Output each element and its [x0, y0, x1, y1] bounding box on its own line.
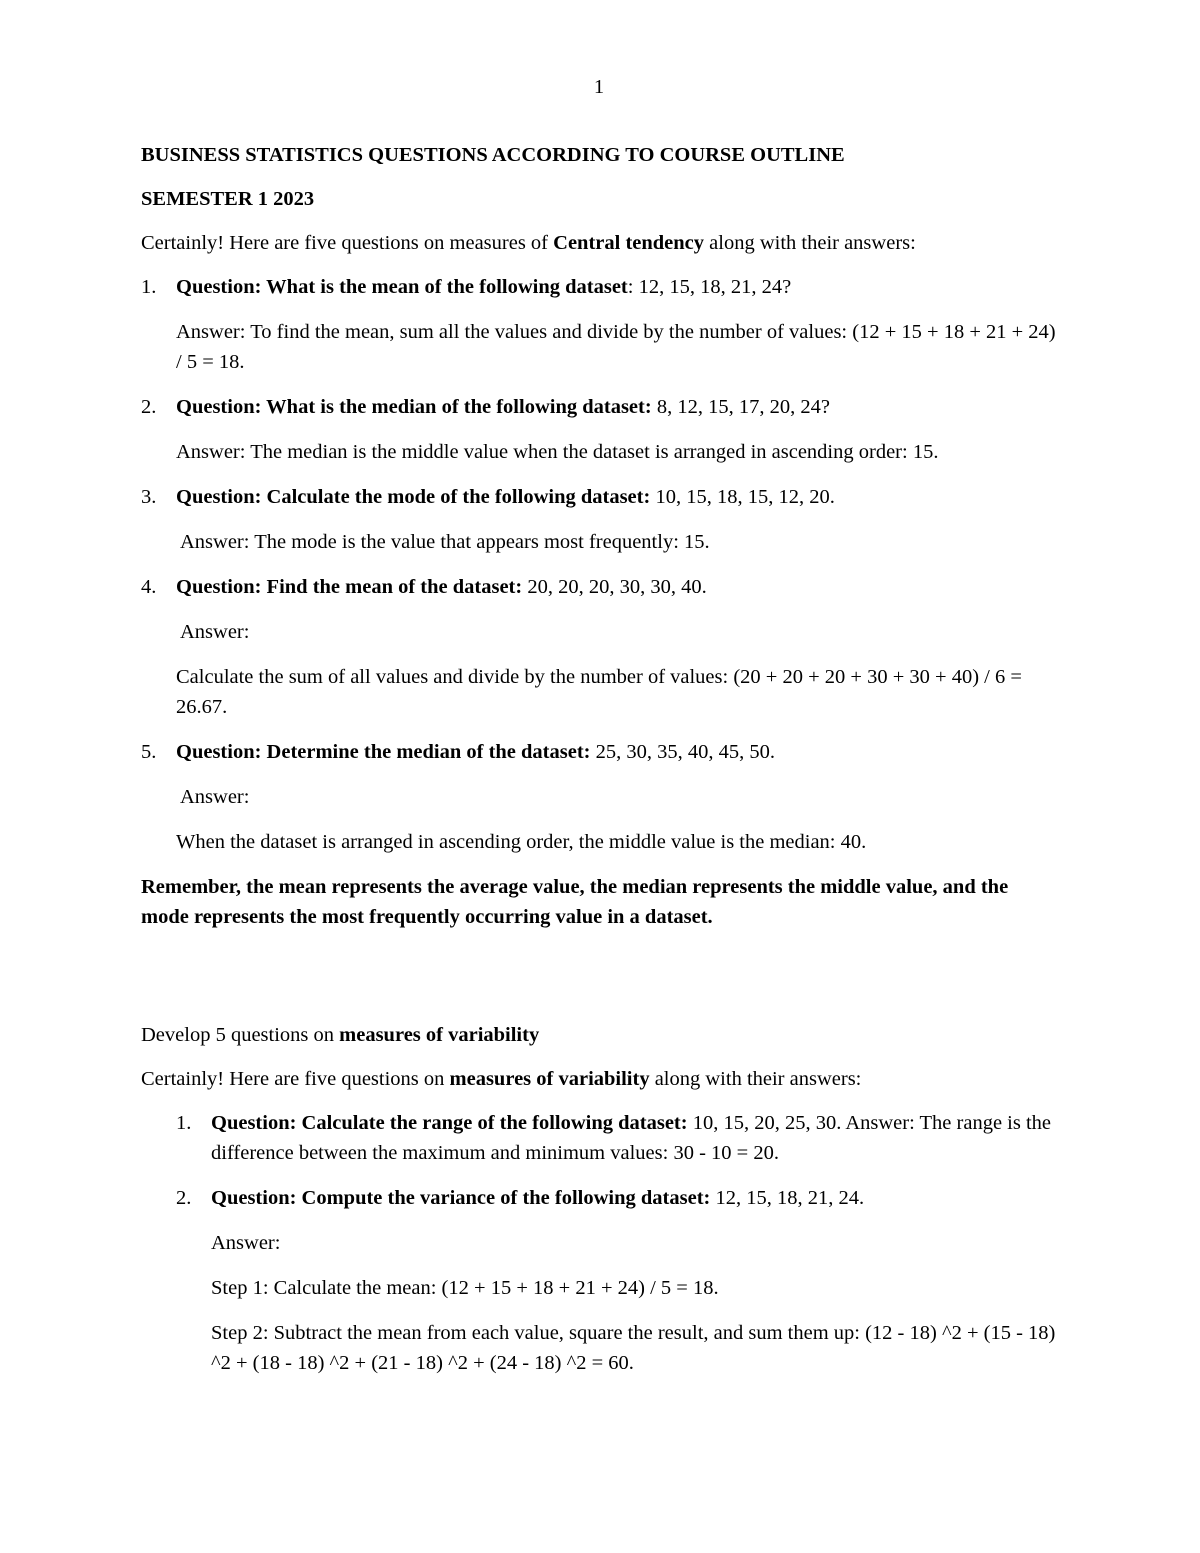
answer-label: Answer:: [211, 1232, 281, 1254]
question-text: Question: Calculate the mode of the following dataset: 10, 15, 18, 15, 12, 20.: [176, 486, 835, 508]
answer-text: Answer: The mode is the value that appears most frequently: 15.: [180, 531, 710, 553]
document-title: BUSINESS STATISTICS QUESTIONS ACCORDING TO COURSE OUTLINE: [141, 144, 845, 166]
answer-step-1: Step 1: Calculate the mean: (12 + 15 + 18 + 21 + 24) / 5 = 18.: [211, 1277, 719, 1299]
document-body: [141, 140, 1061, 1378]
answer-label: Answer:: [180, 786, 250, 808]
central-tendency-questions: [141, 272, 1061, 872]
page-number: 1: [593, 76, 605, 98]
question-item: 2. Question: Compute the variance of the following dataset: 12, 15, 18, 21, 24. Answer: Step 1: Calculate the mean: (12 + 15 + 18 + 21 + 24) / 5 = 18. Step 2: Subtract the mean from each value, square the result, and sum them up: (12 - 18) ^2 + (15 - 18) ^2 + (18 - 18) ^2 + (21 - 18) ^2 + (24 - 18) ^2 = 60.: [141, 1183, 1061, 1378]
question-text: Question: Compute the variance of the following dataset: 12, 15, 18, 21, 24.: [211, 1187, 865, 1209]
question-item: 5. Question: Determine the median of the dataset: 25, 30, 35, 40, 45, 50. Answer: When the dataset is arranged in ascending order, the middle value is the median: 40.: [141, 737, 1061, 872]
question-text: Question: Determine the median of the dataset: 25, 30, 35, 40, 45, 50.: [176, 741, 775, 763]
answer-text: When the dataset is arranged in ascending order, the middle value is the median: 40.: [176, 831, 867, 853]
question-item: 4. Question: Find the mean of the dataset: 20, 20, 20, 30, 30, 40. Answer: Calculate the sum of all values and divide by the number of values: (20 + 20 + 20 + 30 + 30 + 40) / 6 = 26.67.: [141, 572, 1061, 737]
answer-text: Calculate the sum of all values and divide by the number of values: (20 + 20 + 20 + 30 + 30 + 40) / 6 = 26.67.: [176, 666, 1022, 718]
central-tendency-intro: Certainly! Here are five questions on measures of Central tendency along with their answers:: [141, 232, 916, 254]
question-text: Question: What is the mean of the following dataset: 12, 15, 18, 21, 24?: [176, 276, 792, 298]
variability-questions: [141, 1108, 1061, 1378]
question-text: Question: What is the median of the following dataset: 8, 12, 15, 17, 20, 24?: [176, 396, 830, 418]
answer-step-2: Step 2: Subtract the mean from each value, square the result, and sum them up: (12 - 18) ^2 + (15 - 18) ^2 + (18 - 18) ^2 + (21 - 18) ^2 + (24 - 18) ^2 = 60.: [211, 1322, 1056, 1374]
summary-note: Remember, the mean represents the average value, the median represents the middle value, and the mode represents the most frequently occurring value in a dataset.: [141, 876, 1009, 928]
answer-text: Answer: The median is the middle value when the dataset is arranged in ascending order: 15.: [176, 441, 939, 463]
variability-intro: Certainly! Here are five questions on measures of variability along with their answers:: [141, 1068, 862, 1090]
question-item: 1. Question: What is the mean of the following dataset: 12, 15, 18, 21, 24? Answer: To find the mean, sum all the values and divide by the number of values: (12 + 15 + 18 + 21 + 24) / 5 = 18.: [141, 272, 1061, 392]
question-item: 1. Question: Calculate the range of the following dataset: 10, 15, 20, 25, 30. Answer: The range is the difference between the maximum and minimum values: 30 - 10 = 20.: [141, 1108, 1061, 1183]
variability-prompt: Develop 5 questions on measures of variability: [141, 1024, 540, 1046]
question-item: 3. Question: Calculate the mode of the following dataset: 10, 15, 18, 15, 12, 20. Answer: The mode is the value that appears most frequently: 15.: [141, 482, 1061, 572]
answer-label: Answer:: [180, 621, 250, 643]
question-item: 2. Question: What is the median of the following dataset: 8, 12, 15, 17, 20, 24? Answer: The median is the middle value when the dataset is arranged in ascending order: 15.: [141, 392, 1061, 482]
question-text: Question: Find the mean of the dataset: 20, 20, 20, 30, 30, 40.: [176, 576, 707, 598]
answer-text: Answer: To find the mean, sum all the values and divide by the number of values: (12 + 15 + 18 + 21 + 24) / 5 = 18.: [176, 321, 1056, 373]
question-text: Question: Calculate the range of the following dataset: 10, 15, 20, 25, 30. Answer: The range is the difference between the maximum and minimum values: 30 - 10 = 20.: [211, 1112, 1052, 1164]
semester-heading: SEMESTER 1 2023: [141, 188, 315, 210]
